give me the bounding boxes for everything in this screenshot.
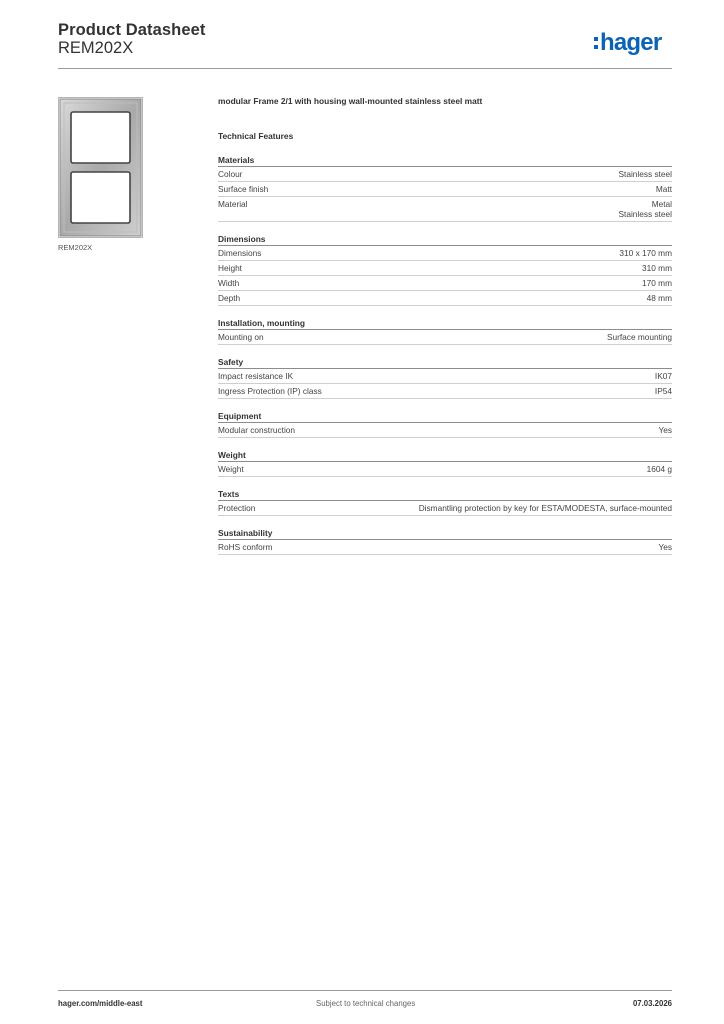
row-value: 170 mm	[642, 278, 672, 288]
row-value: Yes	[658, 425, 672, 435]
table-row	[218, 291, 672, 306]
row-value: IP54	[654, 386, 672, 396]
table-row	[218, 167, 672, 182]
table-row	[218, 384, 672, 399]
logo-dots-icon	[594, 37, 599, 51]
row-value: Surface mounting	[606, 332, 672, 342]
row-label: Surface finish	[218, 184, 269, 194]
row-value: 1604 g	[646, 464, 672, 474]
table-row	[218, 501, 672, 516]
row-value: Matt	[655, 184, 672, 194]
row-label: Weight	[218, 464, 244, 474]
section-title: Installation, mounting	[218, 318, 672, 330]
image-caption: REM202X	[58, 243, 93, 252]
row-value: Yes	[658, 542, 672, 552]
section-title: Weight	[218, 450, 672, 462]
row-label: Mounting on	[218, 332, 264, 342]
row-label: RoHS conform	[218, 542, 273, 552]
table-row	[218, 182, 672, 197]
section-materials	[218, 155, 672, 222]
section-texts	[218, 489, 672, 516]
footer-notice: Subject to technical changes	[316, 999, 416, 1008]
frame-2-1-icon	[59, 98, 142, 237]
section-title: Safety	[218, 357, 672, 369]
product-image	[58, 97, 143, 238]
section-title: Sustainability	[218, 528, 672, 540]
section-weight	[218, 450, 672, 477]
table-row	[218, 540, 672, 555]
row-value: 310 x 170 mm	[619, 248, 672, 258]
row-value: Stainless steel	[618, 169, 672, 179]
table-row	[218, 261, 672, 276]
row-label: Modular construction	[218, 425, 296, 435]
hager-logo	[594, 29, 674, 57]
section-dimensions	[218, 234, 672, 306]
header-divider	[58, 68, 672, 69]
table-row	[218, 330, 672, 345]
product-code: REM202X	[58, 39, 134, 57]
row-label: Depth	[218, 293, 241, 303]
section-title: Texts	[218, 489, 672, 501]
table-row	[218, 276, 672, 291]
row-label: Material	[218, 199, 248, 209]
section-title: Dimensions	[218, 234, 672, 246]
table-row	[218, 369, 672, 384]
section-title: Materials	[218, 155, 672, 167]
row-label: Colour	[218, 169, 243, 179]
table-row	[218, 246, 672, 261]
section-equipment	[218, 411, 672, 438]
section-sustainability	[218, 528, 672, 555]
section-safety	[218, 357, 672, 399]
row-value: Metal	[651, 199, 672, 209]
row-label: Impact resistance IK	[218, 371, 294, 381]
row-value: Stainless steel	[618, 209, 672, 219]
row-label: Ingress Protection (IP) class	[218, 386, 322, 396]
row-value: IK07	[654, 371, 672, 381]
footer-date: 07.03.2026	[632, 999, 672, 1008]
row-value-multi	[619, 199, 673, 219]
table-row	[218, 423, 672, 438]
logo-text: hager	[600, 29, 662, 56]
row-label: Protection	[218, 503, 256, 513]
section-installation	[218, 318, 672, 345]
product-description: modular Frame 2/1 with housing wall-mounted stainless steel matt	[218, 96, 483, 106]
row-label: Height	[218, 263, 242, 273]
datasheet-content	[218, 96, 672, 555]
footer-divider	[58, 990, 672, 991]
section-title: Equipment	[218, 411, 672, 423]
row-value: 310 mm	[642, 263, 672, 273]
page-title: Product Datasheet	[58, 21, 206, 39]
row-value: Dismantling protection by key for ESTA/MODESTA, surface-mounted	[418, 503, 672, 513]
table-row	[218, 197, 672, 222]
table-row	[218, 462, 672, 477]
technical-features-title: Technical Features	[218, 131, 294, 141]
row-label: Dimensions	[218, 248, 262, 258]
row-value: 48 mm	[646, 293, 672, 303]
row-label: Width	[218, 278, 240, 288]
footer-website: hager.com/middle-east	[58, 999, 143, 1008]
